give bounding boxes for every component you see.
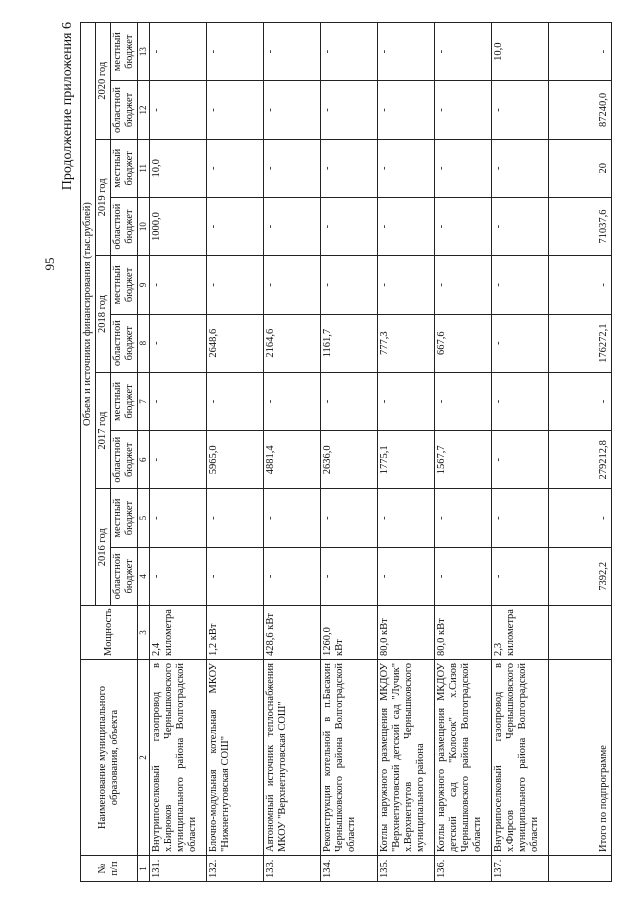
total-value: 279212,8 (548, 431, 611, 489)
object-power: 1,2 кВт (206, 606, 263, 660)
table-row (149, 23, 206, 882)
funding-value: - (206, 372, 263, 430)
funding-value: - (434, 372, 491, 430)
object-power: 2,4 километра (149, 606, 206, 660)
funding-value: - (263, 489, 320, 547)
object-name: Котлы наружного размещения МКДОУ детский сад "Колосок" х.Сизов Чернышковского района Волгоградской области (434, 660, 491, 856)
total-spacer (548, 856, 611, 882)
funding-value: - (434, 139, 491, 197)
funding-value: - (320, 23, 377, 81)
funding-value: - (491, 489, 548, 547)
header-regional-budget: областной бюджет (111, 547, 138, 605)
funding-value: - (377, 139, 434, 197)
column-number: 11 (138, 139, 149, 197)
funding-table (80, 22, 612, 882)
funding-value: - (377, 81, 434, 139)
funding-value: - (491, 256, 548, 314)
row-number: 134. (320, 856, 377, 882)
funding-value: 1000,0 (149, 197, 206, 255)
funding-value: - (149, 372, 206, 430)
table-row (263, 23, 320, 882)
funding-value: - (206, 23, 263, 81)
funding-value: - (491, 431, 548, 489)
funding-value: - (434, 197, 491, 255)
funding-value: - (434, 23, 491, 81)
funding-value: - (320, 547, 377, 605)
funding-value: - (149, 256, 206, 314)
total-value: - (548, 372, 611, 430)
funding-value: - (263, 547, 320, 605)
funding-value: - (491, 81, 548, 139)
object-power: 2,3 километра (491, 606, 548, 660)
funding-value: - (434, 547, 491, 605)
funding-value: - (206, 489, 263, 547)
header-column-numbers (138, 23, 149, 882)
total-value: 71037,6 (548, 197, 611, 255)
page-number: 95 (42, 257, 57, 271)
header-year: 2017 год (96, 372, 111, 489)
total-value: - (548, 256, 611, 314)
funding-value: 777,3 (377, 314, 434, 372)
funding-value: - (434, 81, 491, 139)
row-number: 132. (206, 856, 263, 882)
object-power: 80,0 кВт (377, 606, 434, 660)
funding-value: - (206, 81, 263, 139)
column-number: 12 (138, 81, 149, 139)
row-number: 135. (377, 856, 434, 882)
table-body (149, 23, 611, 882)
object-name: Автономный источник теплоснабжения МКОУ "Верхнегнутовская СОШ" (263, 660, 320, 856)
funding-value: - (149, 547, 206, 605)
object-name: Блочно-модульная котельная МКОУ "Нижнегнутовская СОШ" (206, 660, 263, 856)
header-year: 2018 год (96, 256, 111, 373)
total-value: 176272,1 (548, 314, 611, 372)
object-power: 80,0 кВт (434, 606, 491, 660)
funding-value: - (320, 256, 377, 314)
total-row (548, 23, 611, 882)
row-number: 136. (434, 856, 491, 882)
funding-value: - (320, 197, 377, 255)
table-row (434, 23, 491, 882)
funding-value: - (149, 431, 206, 489)
funding-value: 1775,1 (377, 431, 434, 489)
column-number: 7 (138, 372, 149, 430)
funding-value: - (263, 139, 320, 197)
funding-value: 10,0 (149, 139, 206, 197)
funding-value: - (491, 372, 548, 430)
column-number: 9 (138, 256, 149, 314)
column-number: 3 (138, 606, 149, 660)
total-label: Итого по подпрограмме (548, 660, 611, 856)
column-number: 2 (138, 660, 149, 856)
header-local-budget: местный бюджет (111, 23, 138, 81)
total-value: - (548, 23, 611, 81)
header-funding: Объем и источники финансирования (тыс.рублей) (81, 23, 96, 606)
funding-value: - (149, 23, 206, 81)
header-num: № п/п (81, 856, 138, 882)
funding-value: - (491, 547, 548, 605)
funding-value: - (491, 197, 548, 255)
funding-value: - (149, 489, 206, 547)
object-name: Котлы наружного размещения МКДОУ "Верхнегнутовский детский сад "Лучик" х.Верхнегнутов Чернышковского муниципального района (377, 660, 434, 856)
funding-value: - (320, 81, 377, 139)
funding-value: - (263, 372, 320, 430)
funding-value: - (377, 372, 434, 430)
header-name: Наименование муниципального образования, объекта (81, 660, 138, 856)
header-local-budget: местный бюджет (111, 139, 138, 197)
appendix-label: Продолжение приложения 6 (60, 22, 75, 191)
funding-value: - (149, 314, 206, 372)
funding-value: - (206, 139, 263, 197)
funding-value: 2164,6 (263, 314, 320, 372)
column-number: 8 (138, 314, 149, 372)
funding-value: - (206, 197, 263, 255)
funding-value: - (491, 139, 548, 197)
funding-value: 2648,6 (206, 314, 263, 372)
funding-value: - (377, 547, 434, 605)
funding-value: 1161,7 (320, 314, 377, 372)
total-value: - (548, 489, 611, 547)
row-number: 133. (263, 856, 320, 882)
funding-value: - (377, 23, 434, 81)
row-number: 131. (149, 856, 206, 882)
object-power: 1260,0 кВт (320, 606, 377, 660)
funding-value: - (263, 81, 320, 139)
column-number: 13 (138, 23, 149, 81)
funding-value: - (377, 489, 434, 547)
funding-value: - (434, 256, 491, 314)
funding-value: 667,6 (434, 314, 491, 372)
object-name: Реконструкция котельной в п.Басакин Чернышковского района Волгоградской области (320, 660, 377, 856)
funding-value: 2636,0 (320, 431, 377, 489)
funding-value: - (434, 489, 491, 547)
header-regional-budget: областной бюджет (111, 81, 138, 139)
funding-value: - (320, 489, 377, 547)
header-local-budget: местный бюджет (111, 489, 138, 547)
column-number: 1 (138, 856, 149, 882)
funding-value: 5965,0 (206, 431, 263, 489)
rotated-document-sheet (60, 22, 609, 882)
total-value: 20 (548, 139, 611, 197)
funding-value: - (320, 139, 377, 197)
funding-value: - (377, 197, 434, 255)
table-row (377, 23, 434, 882)
header-year: 2020 год (96, 23, 111, 140)
funding-value: - (263, 197, 320, 255)
column-number: 6 (138, 431, 149, 489)
header-regional-budget: областной бюджет (111, 431, 138, 489)
column-number: 5 (138, 489, 149, 547)
header-local-budget: местный бюджет (111, 256, 138, 314)
object-name: Внутрипоселковый газопровод в х.Бирюков Чернышковского муниципального района Волгоградской области (149, 660, 206, 856)
funding-value: - (320, 372, 377, 430)
header-year: 2019 год (96, 139, 111, 256)
funding-value: - (206, 256, 263, 314)
funding-value: 4881,4 (263, 431, 320, 489)
header-local-budget: местный бюджет (111, 372, 138, 430)
funding-value: - (491, 314, 548, 372)
table-row (206, 23, 263, 882)
funding-value: - (263, 256, 320, 314)
header-power: Мощность (81, 606, 138, 660)
funding-value: - (206, 547, 263, 605)
table-row (491, 23, 548, 882)
header-regional-budget: областной бюджет (111, 314, 138, 372)
row-number: 137. (491, 856, 548, 882)
funding-value: - (377, 256, 434, 314)
funding-value: - (149, 81, 206, 139)
header-year: 2016 год (96, 489, 111, 606)
funding-value: 1567,7 (434, 431, 491, 489)
funding-value: - (263, 23, 320, 81)
table-row (320, 23, 377, 882)
total-spacer (548, 606, 611, 660)
object-name: Внутрипоселковый газопровод в х.Фирсов Чернышковского муниципального района Волгоградской области (491, 660, 548, 856)
header-regional-budget: областной бюджет (111, 197, 138, 255)
column-number: 4 (138, 547, 149, 605)
total-value: 7392,2 (548, 547, 611, 605)
total-value: 87240,0 (548, 81, 611, 139)
funding-value: 10,0 (491, 23, 548, 81)
column-number: 10 (138, 197, 149, 255)
object-power: 428,6 кВт (263, 606, 320, 660)
